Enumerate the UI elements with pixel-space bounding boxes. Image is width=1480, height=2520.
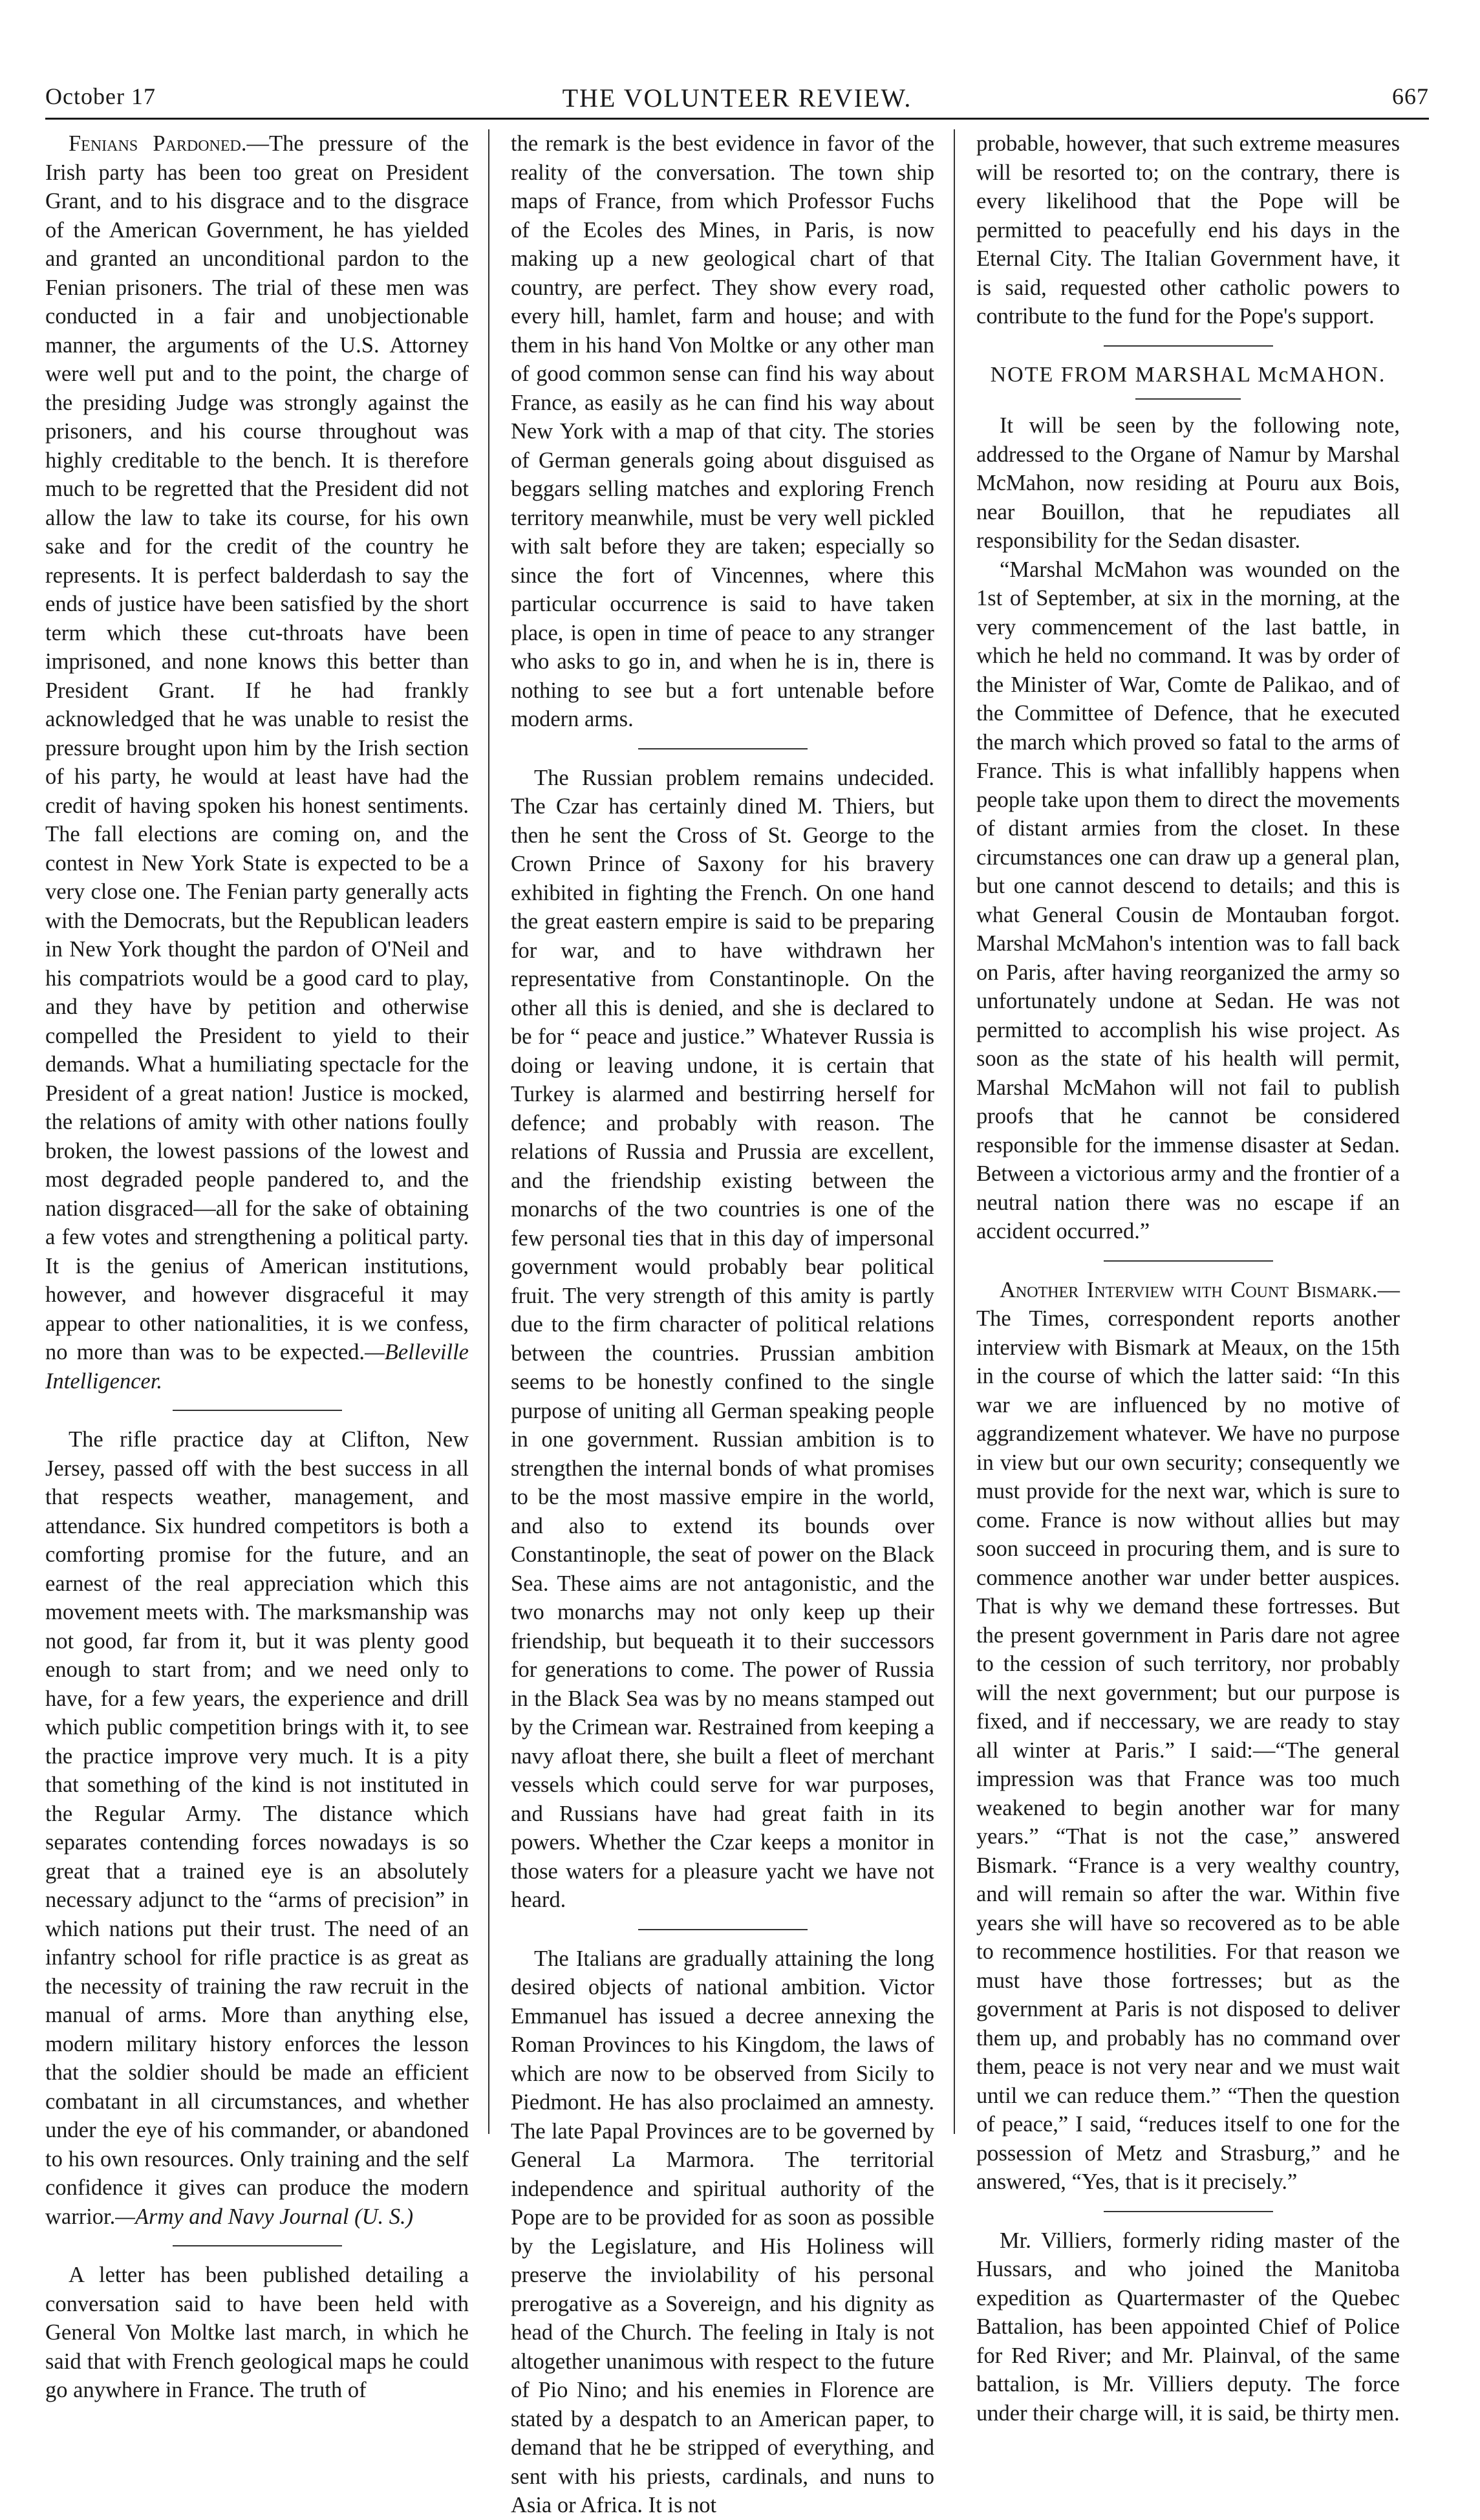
article-separator <box>1104 1260 1273 1262</box>
article-bismark-interview <box>976 1276 1400 2197</box>
article-italians-continued <box>976 129 1400 331</box>
article-von-moltke <box>45 2261 469 2405</box>
header-rule <box>45 118 1429 120</box>
section-heading: NOTE FROM MARSHAL McMAHON. <box>990 362 1386 387</box>
column-1 <box>45 129 469 2402</box>
page-number: 667 <box>1392 83 1429 109</box>
article-intro: It will be seen by the following note, addressed to the Organe of Namur by Marshal McMahon, now residing at Pouru aux Bois, near Bouillon, that he repudiates all responsibility for the Sedan disaster. <box>976 413 1400 553</box>
article-separator <box>1104 345 1273 347</box>
article-body: the remark is the best evidence in favor of the reality of the conversation. The town ship maps of France, from which Professor Fuchs of the Ecoles des Mines, in Paris, is now making up a new geological chart of that country, are perfect. They show every road, every hill, hamlet, farm and house; and with them in his hand Von Moltke or any other man of good common sense can find his way about France, as easily as he can find his way about New York with a map of that city. The stories of German generals going about disguised as beggars selling matches and exploring French territory meanwhile, must be very well pickled with salt before they are taken; especially so since the fort of Vincennes, where this particular occurrence is said to have taken place, is open in time of peace to any stranger who asks to go in, and when he is in, there is nothing to see but a fort untenable before modern arms. <box>511 131 934 731</box>
article-villiers <box>976 2226 1400 2428</box>
publication-title: THE VOLUNTEER REVIEW. <box>562 83 912 113</box>
article-rifle-practice <box>45 1425 469 2231</box>
article-body: Mr. Villiers, formerly riding master of the Hussars, and who joined the Manitoba expedition as Quartermaster of the Quebec Battalion, has been appointed Chief of Police for Red River; and Mr. Plainval, of the same battalion, is Mr. Villiers deputy. The force under their charge will, it is said, be thirty men. <box>976 2228 1400 2426</box>
article-mcmahon-note <box>976 411 1400 1246</box>
issue-date: October 17 <box>45 83 156 109</box>
article-fenians-pardoned <box>45 129 469 1395</box>
article-lead: Fenians Pardoned. <box>69 131 247 156</box>
column-divider-1 <box>488 129 489 2134</box>
article-body: —The Times, correspondent reports another interview with Bismark at Meaux, on the 15th in the course of which the latter said: “In this war we are influenced by no motive of aggrandizement whatever. We have no purpose in view but our own security; consequently we must provide for the next war, which is sure to come. France is now without allies but may soon succeed in procuring them, and is sure to commence another war under better auspices. That is why we demand these fortresses. But the present government in Paris dare not agree to the cession of such territory, nor probably will the next government; but our purpose is fixed, and if neccessary, we are ready to stay all winter at Paris.” I said:—“The general impression was that France was too much weakened to begin another war for many years.” “That is not the case,” answered Bismark. “France is a very wealthy country, and will remain so after the war. Within five years she will have so recovered as to be able to recommence hostilities. For that reason we must have those fortresses; but as the government at Paris is not disposed to deliver them up, and probably has no command over them, peace is not very near and we must wait until we can reduce them.” “Then the question of peace,” I said, “reduces itself to one for the possession of Metz and Strasburg,” and he answered, “Yes, that is it precisely.” <box>976 1277 1400 2194</box>
article-body: The Italians are gradually attaining the long desired objects of national ambition. Victor Emmanuel has issued a decree annexing the Roman Provinces to his Kingdom, the laws of which are now to be observed from Sicily to Piedmont. He has also proclaimed an amnesty. The late Papal Provinces are to be governed by General La Marmora. The territorial independence and spiritual authority of the Pope are to be provided for as soon as possible by the Legislature, and His Holiness will preserve the inviolability of his personal prerogative as a Sovereign, and his dignity as head of the Church. The feeling in Italy is not altogether unanimous with respect to the future of Pio Nino; and his enemies in Florence are stated by a despatch to an American paper, to demand that he be stripped of everything, and sent with his priests, cardinals, and nuns to Asia or Africa. It is not <box>511 1946 934 2517</box>
article-body: A letter has been published detailing a conversation said to have been held with General Von Moltke last march, in which he said that with French geological maps he could go anywhere in France. The truth of <box>45 2263 469 2402</box>
article-separator <box>1104 2211 1273 2212</box>
column-3 <box>976 129 1400 2426</box>
article-body: probable, however, that such extreme measures will be resorted to; on the contrary, there is every likelihood that the Pope will be permitted to peacefully end his days in the Eternal City. The Italian Government have, it is said, requested other catholic powers to contribute to the fund for the Pope's support. <box>976 131 1400 328</box>
article-lead: Another Interview with Count Bismark. <box>1000 1277 1378 1302</box>
article-separator <box>638 1929 808 1930</box>
article-body: The rifle practice day at Clifton, New Jersey, passed off with the best success in all that respects weather, management, and attendance. Six hundred competitors is both a comforting promise for the future, and an earnest of the real appreciation which this movement meets with. The marksmanship was not good, far from it, but it was plenty good enough to start from; and we need only to have, for a few years, the experience and drill which public competition brings with it, to see the practice improve very much. It is a pity that something of the kind is not instituted in the Regular Army. The distance which separates contending forces nowadays is so great that a trained eye is an absolutely necessary adjunct to the “arms of precision” in which nations put their trust. The need of an infantry school for rifle practice is as great as the necessity of training the raw recruit in the manual of arms. More than anything else, modern military history enforces the lesson that the soldier should be made an efficient combatant in all circumstances, and whether under the eye of his commander, or abandoned to his own resources. Only training and the self confidence it gives can produce the modern warrior. <box>45 1427 469 2229</box>
article-quote: “Marshal McMahon was wounded on the 1st of September, at six in the morning, at the very commencement of the last battle, in which he held no command. It was by order of the Minister of War, Comte de Palikao, and of the Committee of Defence, that he executed the march which proved so fatal to the arms of France. This is what infallibly happens when people take upon them to direct the movements of distant armies from the closet. In these circumstances one can draw up a general plan, but one cannot descend to details; and this is what General Cousin de Montauban forgot. Marshal McMahon's intention was to fall back on Paris, after having reorganized the army so unfortunately undone at Sedan. He was not permitted to accomplish his wise project. As soon as the state of his health will permit, Marshal McMahon will not fail to publish proofs that he cannot be considered responsible for the immense disaster at Sedan. Between a victorious army and the frontier of a neutral nation there was no escape if an accident occurred.” <box>976 557 1400 1244</box>
column-divider-2 <box>954 129 955 2134</box>
article-separator <box>638 748 808 749</box>
article-source: —Army and Navy Journal (U. S.) <box>115 2204 414 2229</box>
article-source: —Belleville Intelligencer. <box>45 1340 469 1394</box>
running-header <box>45 78 1429 123</box>
column-2 <box>511 129 934 2517</box>
article-italians <box>511 1944 934 2520</box>
article-separator <box>173 2245 342 2246</box>
article-von-moltke-continued <box>511 129 934 734</box>
article-body: —The pressure of the Irish party has been too great on President Grant, and to his disgrace and to the disgrace of the American Government, he has yielded and granted an unconditional pardon to the Fenian prisoners. The trial of these men was conducted in a fair and unobjectionable manner, the arguments of the U.S. Attorney were well put and to the point, the charge of the presiding Judge was strongly against the prisoners, and his course throughout was highly creditable to the bench. It is therefore much to be regretted that the President did not allow the law to take its course, for his own sake and for the credit of the country he represents. It is perfect balderdash to say the ends of justice have been satisfied by the short term which these cut-throats have been imprisoned, and none knows this better than President Grant. If he had frankly acknowledged that he was unable to resist the pressure brought upon him by the Irish section of his party, he would at least have had the credit of having spoken his honest sentiments. The fall elections are coming on, and the contest in New York State is expected to be a very close one. The Fenian party generally acts with the Democrats, but the Republican leaders in New York thought the pardon of O'Neil and his compatriots would be a good card to play, and they have by petition and otherwise compelled the President to yield to their demands. What a humiliating spectacle for the President of a great nation! Justice is mocked, the relations of amity with other nations foully broken, the lowest passions of the lowest and most degraded people pandered to, and the nation disgraced—all for the sake of obtaining a few votes and strengthening a political party. It is the genius of American institutions, however, and however disgraceful it may appear to other nationalities, it is we confess, no more than was to be expected. <box>45 131 469 1364</box>
article-separator <box>173 1410 342 1411</box>
article-body: The Russian problem remains undecided. The Czar has certainly dined M. Thiers, but then he sent the Cross of St. George to the Crown Prince of Saxony for his bravery exhibited in fighting the French. On one hand the great eastern empire is said to be preparing for war, and to have withdrawn her representative from Constantinople. On the other all this is denied, and she is declared to be for “ peace and justice.” Whatever Russia is doing or leaving undone, it is certain that Turkey is alarmed and bestirring herself for defence; and probably with reason. The relations of Russia and Prussia are excellent, and the friendship existing between the monarchs of the two countries is one of the few personal ties that in this day of impersonal government would probably bear political fruit. The very strength of this amity is partly due to the firm character of political relations between the countries. Prussian ambition seems to be honestly confined to the single purpose of uniting all German speaking people in one government. Russian ambition is to strengthen the internal bonds of what promises to be the most massive empire in the world, and also to extend its bounds over Constantinople, the seat of power on the Black Sea. These aims are not antagonistic, and the two monarchs may not only keep up their friendship, but bequeath it to their successors for generations to come. The power of Russia in the Black Sea was by no means stamped out by the Crimean war. Restrained from keeping a navy afloat there, she built a fleet of merchant vessels which could serve for war purposes, and Russians have had great faith in its powers. Whether the Czar keeps a monitor in those waters for a pleasure yacht we have not heard. <box>511 765 934 1912</box>
article-russian-problem <box>511 764 934 1915</box>
heading-rule <box>1135 398 1241 400</box>
